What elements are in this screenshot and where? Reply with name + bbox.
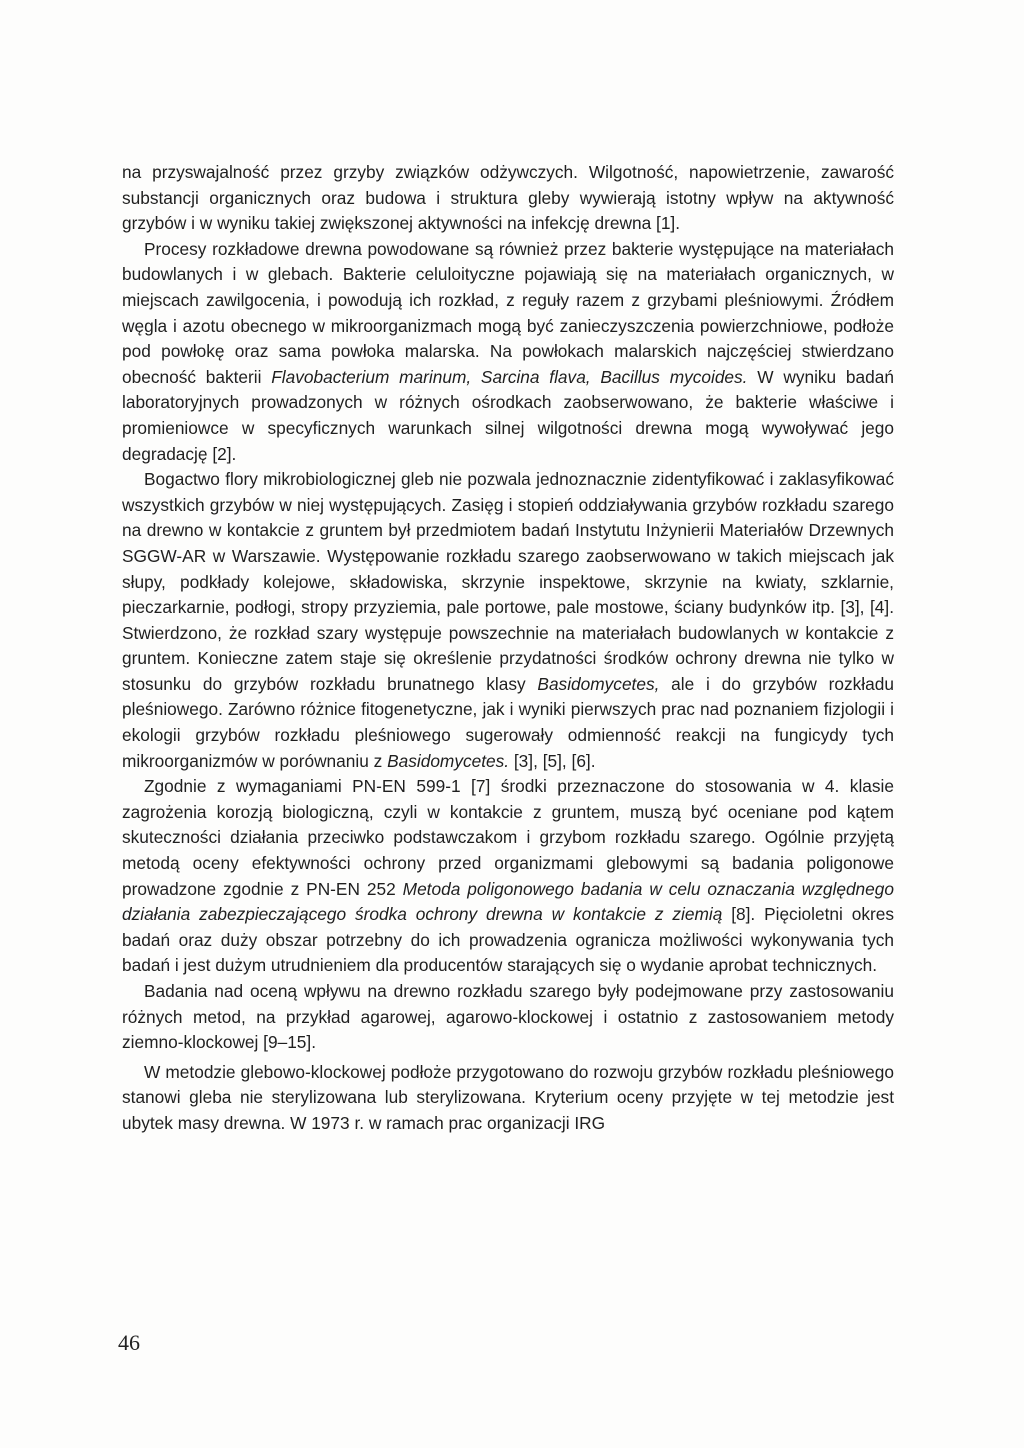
paragraph-5 [122, 979, 894, 1056]
paragraph-3-text-c: [3], [5], [6]. [509, 750, 596, 771]
paragraph-2-italic-species: Flavobacterium marinum, Sarcina flava, Bacillus mycoides. [271, 366, 748, 387]
paragraph-4-text-b: [8]. Pięcioletni okres badań oraz duży obszar potrzebny do ich prowadzenia ogranicza możliwości wykonywania tych badań i jest dużym utrudnieniem dla producentów starających się o wydanie aprobat technicznych. [122, 904, 894, 976]
paragraph-2-text-b: W wyniku badań laboratoryjnych prowadzonych w różnych ośrodkach zaobserwowano, że bakterie właściwe i promieniowce w specyficznych warunkach silnej wilgotności drewna mogą wywoływać jego degradację [2]. [122, 366, 894, 464]
paragraph-1 [122, 160, 894, 237]
paragraph-1-text: na przyswajalność przez grzyby związków odżywczych. Wilgotność, napowietrzenie, zawarość substancji organicznych oraz budowa i struktura gleby wywierają istotny wpływ na aktywność grzybów i w wyniku takiej zwiększonej aktywności na infekcję drewna [1]. [122, 162, 894, 234]
paragraph-5-text: Badania nad oceną wpływu na drewno rozkładu szarego były podejmowane przy zastosowaniu różnych metod, na przykład agarowej, agarowo-klockowej i ostatnio z zastosowaniem metody ziemno-klockowej [9–15]. [122, 981, 894, 1053]
paragraph-3-italic-b: Basidomycetes. [387, 750, 510, 771]
body-text [122, 160, 894, 1137]
paragraph-3-text-a: Bogactwo flory mikrobiologicznej gleb nie pozwala jednoznacznie zidentyfikować i zaklasyfikować wszystkich grzybów w niej występujących. Zasięg i stopień oddziaływania grzybów rozkładu szarego na drewno w kontakcie z gruntem był przedmiotem badań Instytutu Inżynierii Materiałów Drzewnych SGGW-AR w Warszawie. Występowanie rozkładu szarego zaobserwowano w takich miejscach jak słupy, podkłady kolejowe, składowiska, skrzynie inspektowe, skrzynie na kwiaty, szklarnie, pieczarkarnie, podłogi, stropy przyziemia, pale portowe, pale mostowe, ściany budynków itp. [3], [4]. Stwierdzono, że rozkład szary występuje powszechnie na materiałach budowlanych w kontakcie z gruntem. Konieczne zatem staje się określenie przydatności środków ochrony drewna nie tylko w stosunku do grzybów rozkładu brunatnego klasy [122, 469, 894, 694]
paragraph-6 [122, 1060, 894, 1137]
paragraph-2-text-a: Procesy rozkładowe drewna powodowane są również przez bakterie występujące na materiałach budowlanych i w glebach. Bakterie celuloityczne pojawiają się na materiałach organicznych, w miejscach zawilgocenia, i powodują ich rozkład, z reguły razem z grzybami pleśniowymi. Źródłem węgla i azotu obecnego w mikroorganizmach mogą być zanieczyszczenia powierzchniowe, podłoże pod powłokę oraz sama powłoka malarska. Na powłokach malarskich najczęściej stwierdzano obecność bakterii [122, 238, 894, 387]
page-number: 46 [118, 1330, 140, 1355]
paragraph-4-text-a: Zgodnie z wymaganiami PN-EN 599-1 [7] środki przeznaczone do stosowania w 4. klasie zagrożenia korozją biologiczną, czyli w kontakcie z gruntem, muszą być oceniane pod kątem skuteczności działania przeciwko podstawczakom i grzybom rozkładu szarego. Ogólnie przyjętą metodą oceny efektywności ochrony przed organizmami glebowymi są badania poligonowe prowadzone zgodnie z PN-EN 252 [122, 776, 894, 899]
paragraph-3 [122, 467, 894, 774]
paragraph-6-text: W metodzie glebowo-klockowej podłoże przygotowano do rozwoju grzybów rozkładu pleśniowego stanowi gleba nie sterylizowana lub sterylizowana. Kryterium oceny przyjęte w tej metodzie jest ubytek masy drewna. W 1973 r. w ramach prac organizacji IRG [122, 1061, 894, 1133]
paragraph-4-italic-method: Metoda poligonowego badania w celu oznaczania względnego działania zabezpieczającego środka ochrony drewna w kontakcie z ziemią [122, 878, 894, 925]
paragraph-3-italic-a: Basidomycetes, [537, 673, 660, 694]
paragraph-4 [122, 774, 894, 979]
paragraph-2 [122, 237, 894, 467]
paragraph-3-text-b: ale i do grzybów rozkładu pleśniowego. Zarówno różnice fitogenetyczne, jak i wyniki pierwszych prac nad poznaniem fizjologii i ekologii grzybów rozkładu pleśniowego sugerowały odmienność reakcji na fungicydy tych mikroorganizmów w porównaniu z [122, 673, 894, 771]
